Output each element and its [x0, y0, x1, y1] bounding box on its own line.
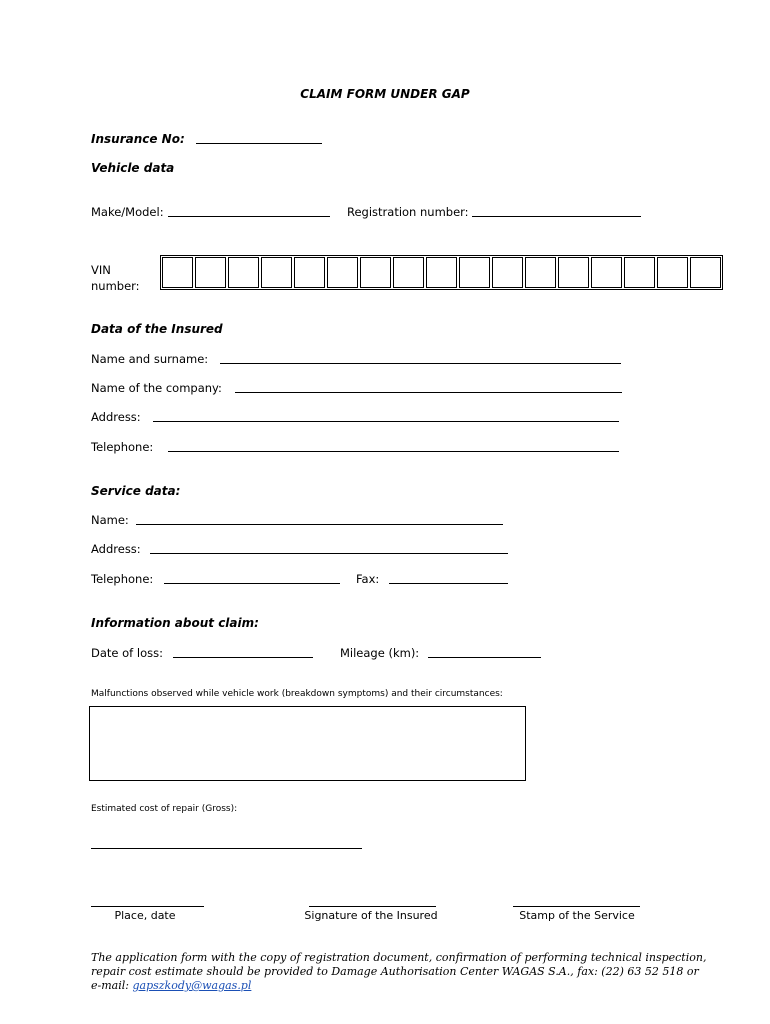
vin-cell[interactable] — [525, 257, 556, 288]
insured-telephone-label: Telephone: — [91, 440, 154, 454]
mileage-field[interactable] — [428, 657, 541, 658]
service-telephone-label: Telephone: — [91, 572, 154, 586]
email-link[interactable]: gapszkody@wagas.pl — [132, 979, 252, 992]
registration-number-field[interactable] — [472, 216, 641, 217]
signature-insured-line[interactable] — [309, 906, 436, 907]
insurance-no-label: Insurance No: — [91, 132, 185, 146]
vin-cell[interactable] — [426, 257, 457, 288]
malfunctions-label: Malfunctions observed while vehicle work (breakdown symptoms) and their circumstances: — [91, 689, 503, 699]
insured-company-field[interactable] — [235, 392, 622, 393]
vin-cell[interactable] — [294, 257, 325, 288]
estimated-cost-label: Estimated cost of repair (Gross): — [91, 804, 238, 814]
vin-cell[interactable] — [327, 257, 358, 288]
make-model-label: Make/Model: — [91, 205, 164, 219]
insurance-no-field[interactable] — [196, 143, 322, 144]
estimated-cost-field[interactable] — [91, 848, 362, 849]
registration-number-label: Registration number: — [347, 205, 469, 219]
vin-cell[interactable] — [459, 257, 490, 288]
service-name-field[interactable] — [136, 524, 503, 525]
date-of-loss-label: Date of loss: — [91, 646, 163, 660]
place-date-label: Place, date — [114, 909, 176, 922]
insured-heading: Data of the Insured — [91, 322, 223, 336]
service-address-label: Address: — [91, 542, 141, 556]
vin-cell[interactable] — [360, 257, 391, 288]
vin-cell[interactable] — [261, 257, 292, 288]
vin-label-line2: number: — [91, 279, 140, 293]
vin-cell[interactable] — [162, 257, 193, 288]
stamp-service-label: Stamp of the Service — [519, 909, 635, 922]
date-of-loss-field[interactable] — [173, 657, 313, 658]
claim-heading: Information about claim: — [91, 616, 259, 630]
malfunctions-textbox[interactable] — [89, 706, 526, 781]
vehicle-data-heading: Vehicle data — [91, 161, 175, 175]
service-name-label: Name: — [91, 513, 129, 527]
service-telephone-field[interactable] — [164, 583, 340, 584]
insured-telephone-field[interactable] — [168, 451, 619, 452]
insured-name-field[interactable] — [220, 363, 621, 364]
make-model-field[interactable] — [168, 216, 330, 217]
service-heading: Service data: — [91, 484, 181, 498]
vin-cell[interactable] — [228, 257, 259, 288]
vin-cell[interactable] — [624, 257, 655, 288]
footer-note — [91, 951, 711, 993]
vin-cell[interactable] — [690, 257, 721, 288]
insured-company-label: Name of the company: — [91, 381, 222, 395]
signature-insured-label: Signature of the Insured — [304, 909, 438, 922]
vin-cell[interactable] — [591, 257, 622, 288]
vin-label-line1: VIN — [91, 263, 111, 277]
stamp-service-line[interactable] — [513, 906, 640, 907]
vin-cell[interactable] — [393, 257, 424, 288]
vin-cell[interactable] — [492, 257, 523, 288]
vin-grid — [160, 255, 723, 290]
insured-name-label: Name and surname: — [91, 352, 209, 366]
service-fax-field[interactable] — [389, 583, 508, 584]
mileage-label: Mileage (km): — [340, 646, 420, 660]
place-date-line[interactable] — [91, 906, 204, 907]
vin-cell[interactable] — [657, 257, 688, 288]
vin-cell[interactable] — [195, 257, 226, 288]
vin-cell[interactable] — [558, 257, 589, 288]
insured-address-field[interactable] — [153, 421, 619, 422]
insured-address-label: Address: — [91, 410, 141, 424]
form-title: CLAIM FORM UNDER GAP — [300, 87, 470, 101]
service-fax-label: Fax: — [356, 572, 380, 586]
footer-text: The application form with the copy of registration document, confirmation of performing technical inspection, repair cost estimate should be provided to Damage Authorisation Center WAGAS S.A., fax: (22) 63 52 518 or e-mail: — [91, 951, 707, 992]
service-address-field[interactable] — [150, 553, 508, 554]
